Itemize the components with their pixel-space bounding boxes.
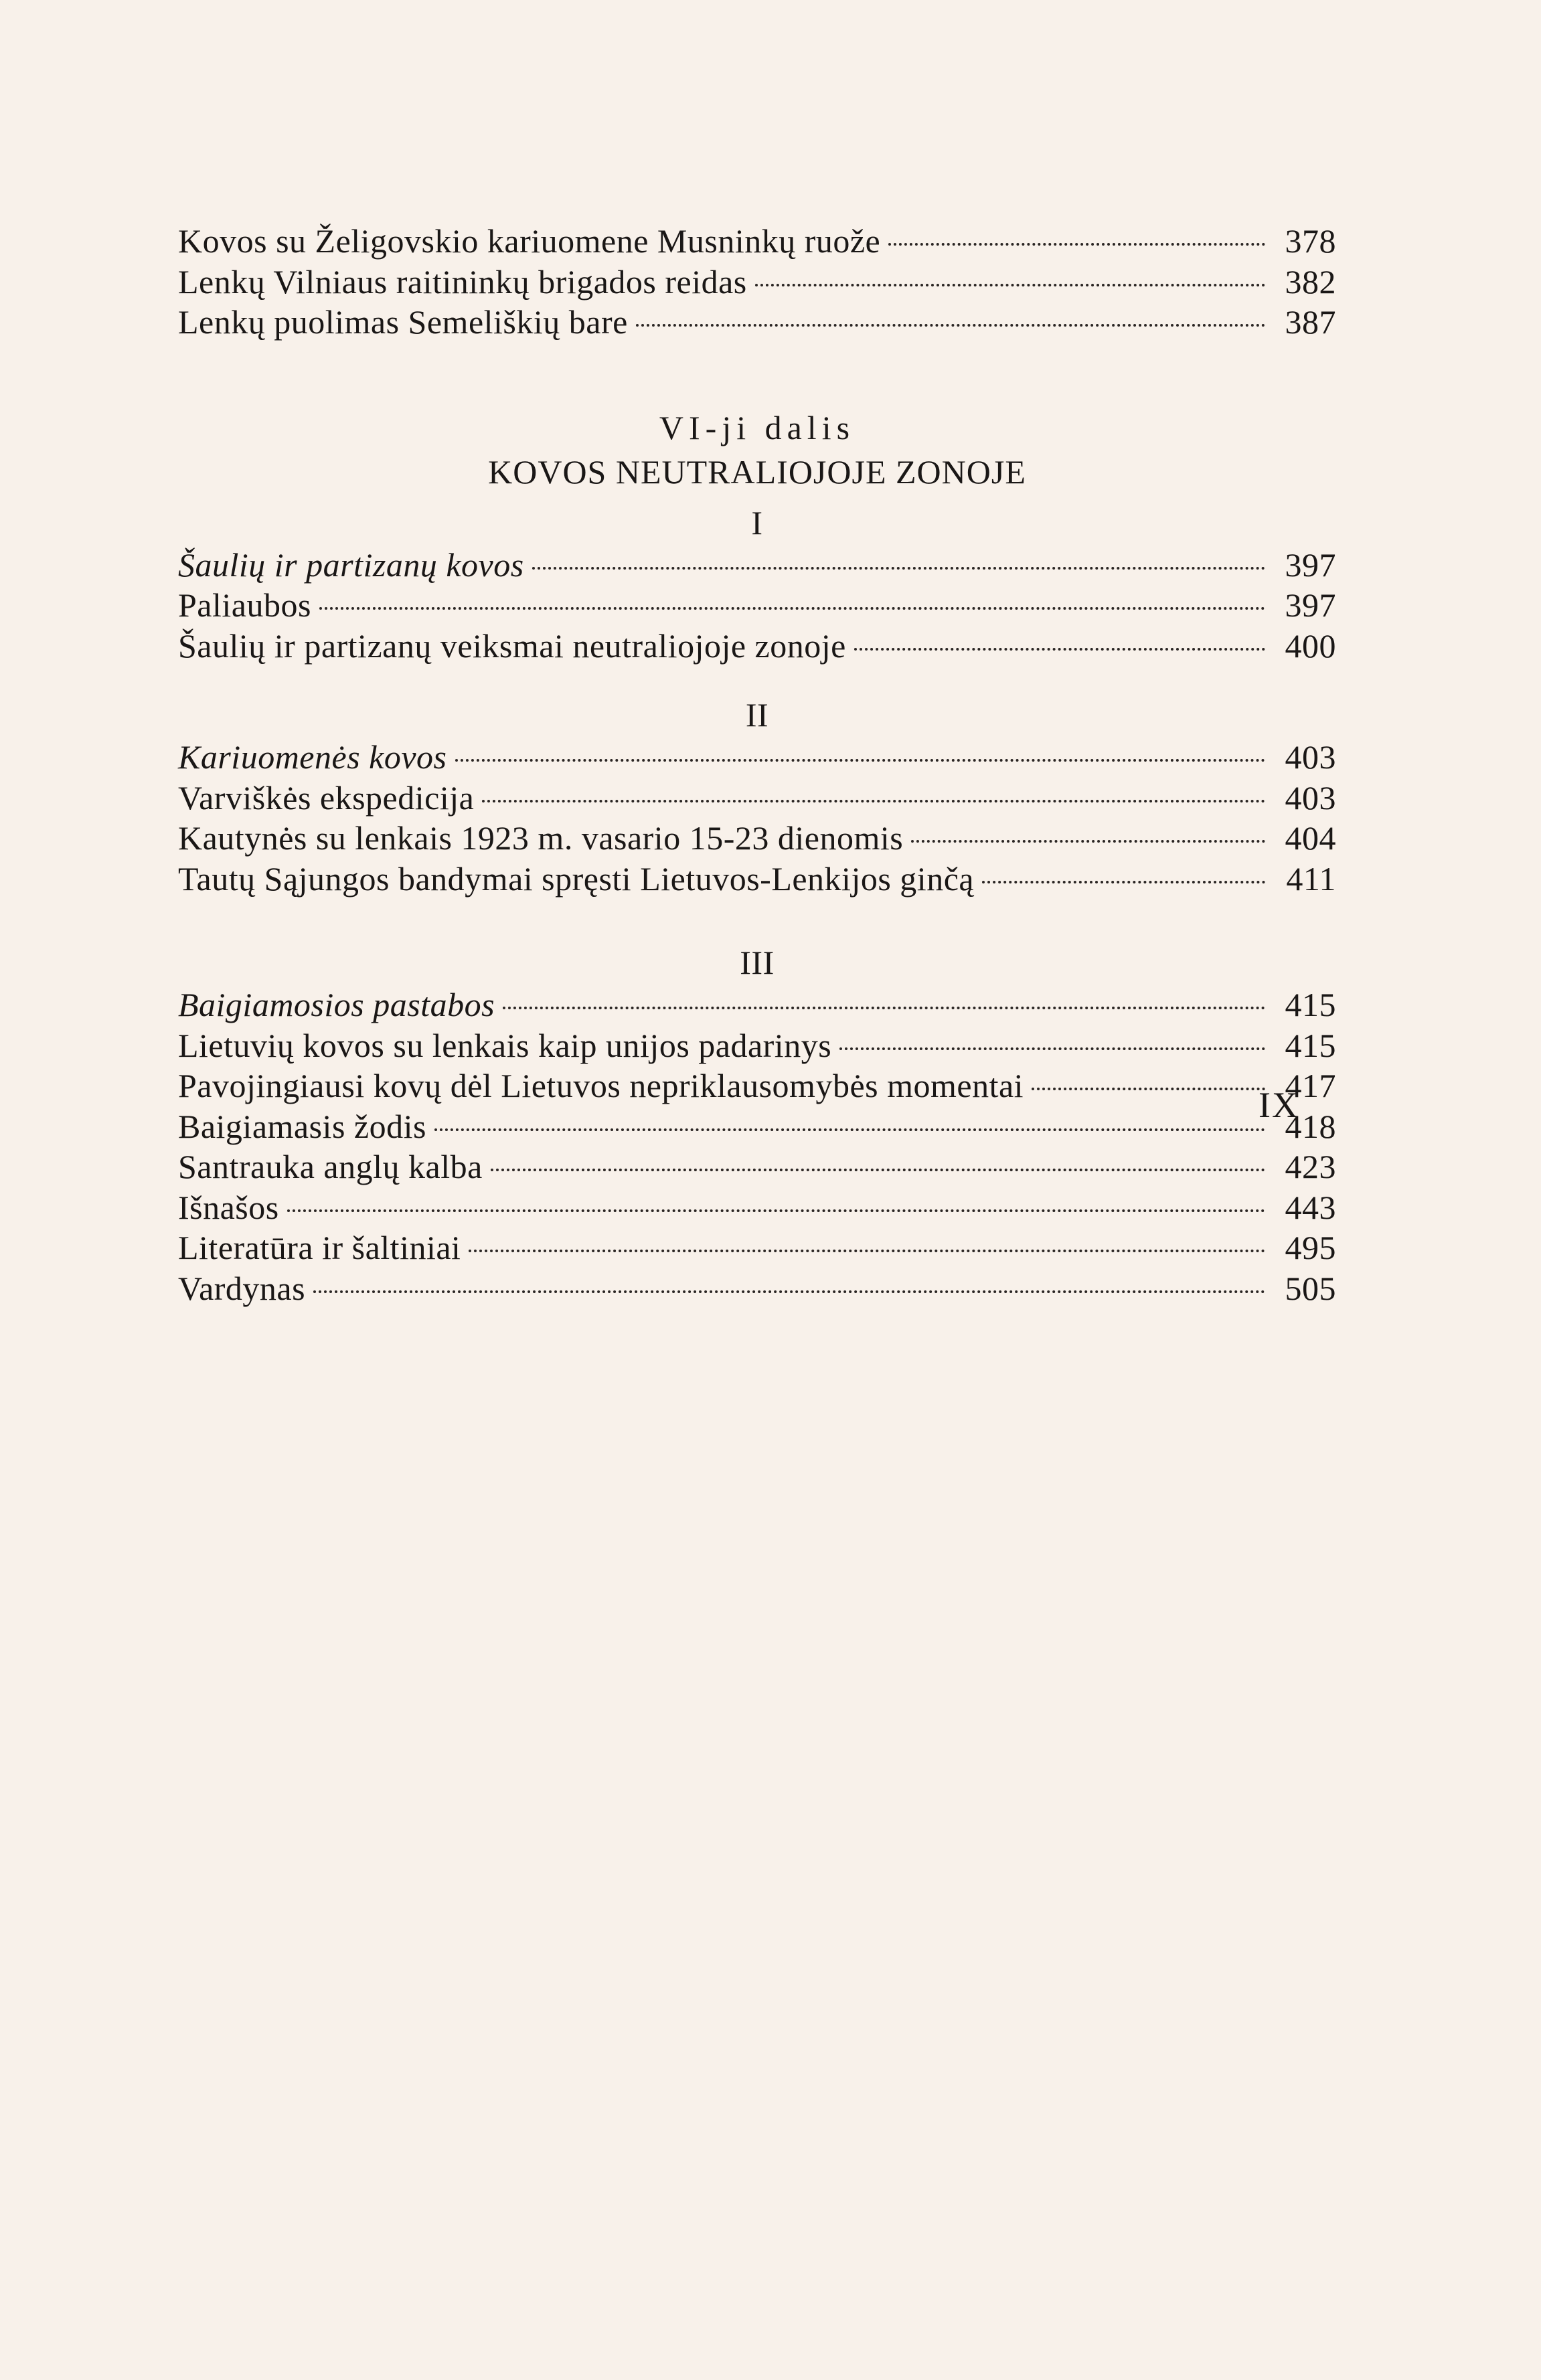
dot-leader — [287, 1208, 1265, 1212]
dot-leader — [482, 798, 1265, 802]
toc-entry-page: 403 — [1285, 738, 1336, 776]
toc-entry — [178, 545, 1336, 586]
toc-entry-title: Paliaubos — [178, 586, 311, 624]
toc-entry-page: 505 — [1285, 1269, 1336, 1307]
dot-leader — [532, 566, 1265, 570]
toc-entry-page: 411 — [1286, 859, 1336, 898]
toc-entry-page: 415 — [1285, 986, 1336, 1023]
toc-entry-title: Baigiamosios pastabos — [178, 986, 495, 1023]
toc-entry — [178, 778, 1336, 819]
dot-leader — [636, 323, 1265, 327]
toc-entry-title: Varviškės ekspedicija — [178, 778, 475, 817]
toc-entry — [178, 737, 1336, 778]
part-number: VI-ji dalis — [659, 408, 856, 446]
toc-entry — [178, 1066, 1336, 1106]
dot-leader — [888, 242, 1265, 246]
toc-entry — [178, 302, 1336, 343]
toc-entry-page: 404 — [1285, 819, 1336, 857]
toc-entry-title: Lenkų puolimas Semeliškių bare — [178, 303, 628, 341]
toc-entry — [178, 985, 1336, 1025]
toc-entry-page: 423 — [1285, 1148, 1336, 1185]
dot-leader — [455, 758, 1266, 762]
toc-entry-page: 403 — [1285, 778, 1336, 817]
toc-entry — [178, 1268, 1336, 1309]
dot-leader — [319, 606, 1265, 610]
toc-entry-page: 397 — [1285, 545, 1336, 584]
dot-leader — [434, 1127, 1265, 1131]
section-heading-iii: III — [740, 944, 775, 981]
toc-entry-title: Kovos su Želigovskio kariuomene Musninkų ruože — [178, 222, 881, 260]
toc-entry-title: Tautų Sąjungos bandymai spręsti Lietuvos-Lenkijos ginčą — [178, 859, 975, 898]
toc-entry-title: Lenkų Vilniaus raitininkų brigados reidas — [178, 262, 747, 301]
dot-leader — [982, 879, 1265, 883]
toc-entry — [178, 262, 1336, 303]
toc-entry-page: 397 — [1285, 586, 1336, 624]
dot-leader — [755, 282, 1265, 286]
toc-entry — [178, 626, 1336, 667]
toc-entry — [178, 1227, 1336, 1268]
dot-leader — [1032, 1086, 1265, 1090]
toc-entry-page: 495 — [1285, 1229, 1336, 1266]
dot-leader — [839, 1046, 1265, 1050]
toc-entry — [178, 818, 1336, 859]
part-title: KOVOS NEUTRALIOJOJE ZONOJE — [488, 452, 1026, 491]
dot-leader — [491, 1167, 1265, 1171]
dot-leader — [503, 1005, 1265, 1009]
toc-entry-title: Kariuomenės kovos — [178, 738, 447, 776]
toc-entry-title: Literatūra ir šaltiniai — [178, 1229, 461, 1266]
toc-entry-title: Santrauka anglų kalba — [178, 1148, 483, 1185]
table-of-contents — [178, 221, 1336, 1308]
toc-entry-page: 443 — [1285, 1188, 1336, 1226]
section-heading-ii: II — [745, 696, 769, 734]
section-heading-i: I — [751, 503, 763, 541]
toc-entry-title: Pavojingiausi kovų dėl Lietuvos nepriklausomybės momentai — [178, 1067, 1024, 1104]
toc-entry-page: 418 — [1285, 1107, 1336, 1145]
toc-entry-page: 415 — [1285, 1026, 1336, 1064]
toc-entry-title: Kautynės su lenkais 1923 m. vasario 15-23 dienomis — [178, 819, 904, 857]
page-folio: IX — [1259, 1085, 1299, 1125]
toc-entry — [178, 1025, 1336, 1066]
toc-entry-page: 400 — [1285, 626, 1336, 665]
toc-entry — [178, 1146, 1336, 1187]
dot-leader — [469, 1248, 1265, 1252]
toc-entry-title: Vardynas — [178, 1269, 306, 1307]
toc-entry — [178, 585, 1336, 626]
toc-entry — [178, 1187, 1336, 1228]
toc-entry-title: Lietuvių kovos su lenkais kaip unijos padarinys — [178, 1026, 832, 1064]
toc-entry-title: Šaulių ir partizanų kovos — [178, 545, 524, 584]
dot-leader — [313, 1289, 1265, 1293]
toc-entry — [178, 859, 1336, 900]
toc-entry — [178, 221, 1336, 262]
toc-entry-page: 378 — [1285, 222, 1336, 260]
toc-entry-page: 382 — [1285, 262, 1336, 301]
dot-leader — [911, 839, 1265, 843]
toc-entry-title: Šaulių ir partizanų veiksmai neutraliojoje zonoje — [178, 626, 846, 665]
toc-entry — [178, 1106, 1336, 1147]
toc-entry-title: Išnašos — [178, 1188, 279, 1226]
toc-entry-page: 417 — [1285, 1067, 1336, 1104]
toc-entry-page: 387 — [1285, 303, 1336, 341]
dot-leader — [854, 647, 1265, 651]
toc-entry-title: Baigiamasis žodis — [178, 1107, 426, 1145]
